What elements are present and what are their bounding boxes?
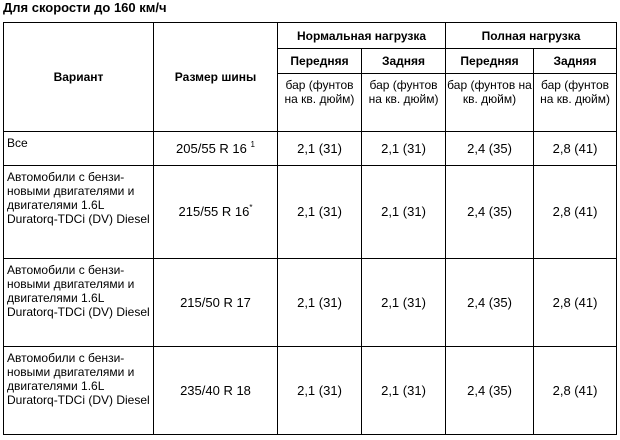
pressure-cell: 2,1 (31) [362,347,446,435]
unit-cell: бар (фунтов на кв. дюйм) [278,74,362,132]
table-row [4,259,617,347]
header-tire-size: Размер шины [154,23,278,132]
header-full-front: Передняя [446,49,534,74]
variant-cell: Автомобили с бензи- новыми двигателями и двигателями 1.6L Duratorq-TDCi (DV) Diesel [4,347,154,435]
pressure-cell: 2,1 (31) [278,132,362,166]
tire-size-cell [154,166,278,259]
pressure-cell: 2,4 (35) [446,259,534,347]
pressure-cell: 2,1 (31) [362,132,446,166]
tire-size-value: 215/55 R 16 [178,204,250,219]
page-title: Для скорости до 160 км/ч [3,0,167,15]
pressure-cell: 2,4 (35) [446,132,534,166]
table-row [4,347,617,435]
pressure-cell: 2,8 (41) [534,132,617,166]
tire-size-cell [154,259,278,347]
table-row [4,166,617,259]
pressure-cell: 2,8 (41) [534,166,617,259]
pressure-cell: 2,4 (35) [446,166,534,259]
header-normal-rear: Задняя [362,49,446,74]
pressure-cell: 2,1 (31) [278,259,362,347]
tire-size-cell [154,132,278,166]
variant-cell: Автомобили с бензи- новыми двигателями и двигателями 1.6L Duratorq-TDCi (DV) Diesel [4,259,154,347]
pressure-cell: 2,4 (35) [446,347,534,435]
footnote-mark: 1 [250,139,255,149]
pressure-cell: 2,1 (31) [278,347,362,435]
header-variant: Вариант [4,23,154,132]
tire-size-cell [154,347,278,435]
variant-cell: Автомобили с бензи- новыми двигателями и двигателями 1.6L Duratorq-TDCi (DV) Diesel [4,166,154,259]
tire-size-value: 235/40 R 18 [180,382,251,398]
unit-cell: бар (фунтов на кв. дюйм) [446,74,534,132]
header-normal-front: Передняя [278,49,362,74]
tire-size-value: 205/55 R 16 [176,140,247,156]
footnote-mark: * [249,203,253,212]
pressure-cell: 2,8 (41) [534,347,617,435]
header-normal-load: Нормальная нагрузка [278,23,446,49]
unit-cell: бар (фунтов на кв. дюйм) [534,74,617,132]
header-full-rear: Задняя [534,49,617,74]
unit-cell: бар (фунтов на кв. дюйм) [362,74,446,132]
tire-pressure-table [3,22,617,435]
pressure-cell: 2,8 (41) [534,259,617,347]
pressure-cell: 2,1 (31) [362,259,446,347]
variant-cell: Все [4,132,154,166]
table-row [4,132,617,166]
pressure-cell: 2,1 (31) [362,166,446,259]
tire-size-value: 215/50 R 17 [180,294,251,310]
header-full-load: Полная нагрузка [446,23,617,49]
pressure-cell: 2,1 (31) [278,166,362,259]
